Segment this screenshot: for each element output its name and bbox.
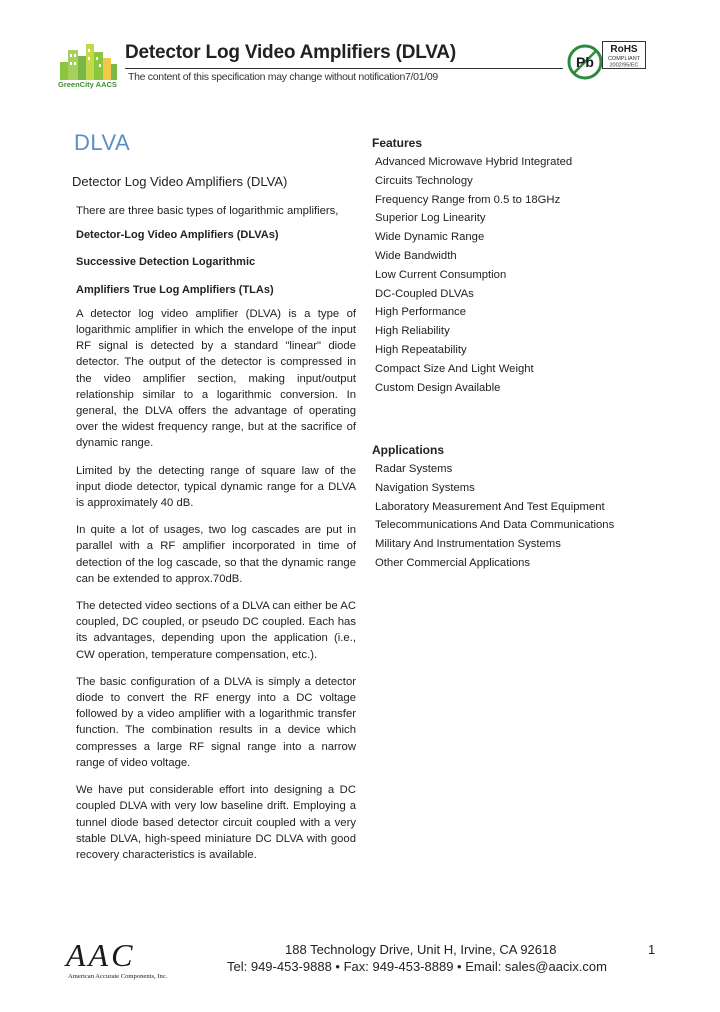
applications-heading: Applications <box>372 443 445 457</box>
brand-text: GreenCity AACS <box>58 80 117 89</box>
footer-address: 188 Technology Drive, Unit H, Irvine, CA 92618 <box>285 942 557 957</box>
feature-item: Compact Size And Light Weight <box>375 362 534 375</box>
description-column <box>76 203 356 874</box>
feature-item: High Reliability <box>375 325 450 338</box>
header-divider <box>125 68 563 69</box>
amplifier-type: Amplifiers True Log Amplifiers (TLAs) <box>76 283 274 296</box>
feature-item: Wide Bandwidth <box>375 249 457 262</box>
feature-item: Circuits Technology <box>375 174 473 187</box>
paragraph: The basic configuration of a DLVA is simply a detector diode to convert the RF energy into a DC voltage followed by a video amplifier with a logarithmic transfer function. The combination results in a device which compresses a large RF signal range into a narrow range of video voltage. <box>76 675 356 769</box>
feature-item: Custom Design Available <box>375 381 501 394</box>
paragraph: In quite a lot of usages, two log cascades are put in parallel with a RF amplifier incorporated in time of detection of the log cascade, so that the dynamic range can be extended to approx.70dB. <box>76 524 356 585</box>
application-item: Laboratory Measurement And Test Equipment <box>375 500 605 513</box>
rohs-title: RoHS <box>610 44 638 55</box>
amplifier-type: Detector-Log Video Amplifiers (DLVAs) <box>76 229 279 242</box>
application-item: Navigation Systems <box>375 481 475 494</box>
footer-contact: Tel: 949-453-9888 • Fax: 949-453-8889 • Email: sales@aacix.com <box>227 959 607 974</box>
feature-item: Low Current Consumption <box>375 268 507 281</box>
paragraph: We have put considerable effort into designing a DC coupled DLVA with very low baseline drift. Employing a tunnel diode based detector circuit coupled with a very stable DLVA, high-speed miniature DC DLVA with good recovery characteristics is available. <box>76 784 356 861</box>
application-item: Radar Systems <box>375 463 453 475</box>
paragraph: The detected video sections of a DLVA can either be AC coupled, DC coupled, or pseudo DC coupled. Each has its advantages, depending upon the application (i.e., CW operation, temperature compensation, etc.). <box>76 600 356 661</box>
amplifier-type: Successive Detection Logarithmic <box>76 256 256 269</box>
feature-item: Advanced Microwave Hybrid Integrated <box>375 156 573 168</box>
aac-logo <box>62 938 202 982</box>
spec-change-note: The content of this specification may change without notification7/01/09 <box>128 71 438 83</box>
features-section <box>372 136 622 397</box>
feature-item: Superior Log Linearity <box>375 212 486 225</box>
application-item: Telecommunications And Data Communications <box>375 519 615 532</box>
rohs-compliant: COMPLIANT <box>607 56 641 62</box>
pb-free-icon <box>566 42 604 82</box>
section-title: DLVA <box>74 130 131 155</box>
greencity-logo <box>58 36 126 90</box>
application-item: Other Commercial Applications <box>375 556 531 569</box>
page-number: 1 <box>648 942 656 957</box>
rohs-directive: 2002/95/EC <box>609 62 639 69</box>
applications-section <box>372 443 622 573</box>
paragraph: Limited by the detecting range of square law of the input diode detector, typical dynamic range for a DLVA is approximately 40 dB. <box>76 464 356 510</box>
application-item: Military And Instrumentation Systems <box>375 538 561 551</box>
intro-text: There are three basic types of logarithmic amplifiers, <box>76 205 339 217</box>
feature-item: DC-Coupled DLVAs <box>375 287 474 300</box>
feature-item: High Performance <box>375 306 467 319</box>
features-heading: Features <box>372 136 423 150</box>
paragraph: A detector log video amplifier (DLVA) is a type of logarithmic amplifier in which the envelope of the input RF signal is detected by a standard "linear" diode detector. The output of the detector is compressed in the video amplifier section, making input/output relationship similar to a logarithmic conversion. In general, the DLVA offers the advantage of operating over the widest frequency range, but at the sacrifice of dynamic range. <box>76 307 356 450</box>
feature-item: High Repeatability <box>375 343 467 356</box>
aac-logo-text: AAC <box>66 938 136 973</box>
feature-item: Wide Dynamic Range <box>375 231 485 244</box>
rohs-compliant-badge <box>602 41 646 69</box>
aac-company-name: American Accurate Components, Inc. <box>68 973 168 980</box>
pb-text: Pb <box>576 54 594 70</box>
feature-item: Frequency Range from 0.5 to 18GHz <box>375 193 561 206</box>
page-title: Detector Log Video Amplifiers (DLVA) <box>125 42 456 63</box>
section-subheading: Detector Log Video Amplifiers (DLVA) <box>72 174 288 189</box>
